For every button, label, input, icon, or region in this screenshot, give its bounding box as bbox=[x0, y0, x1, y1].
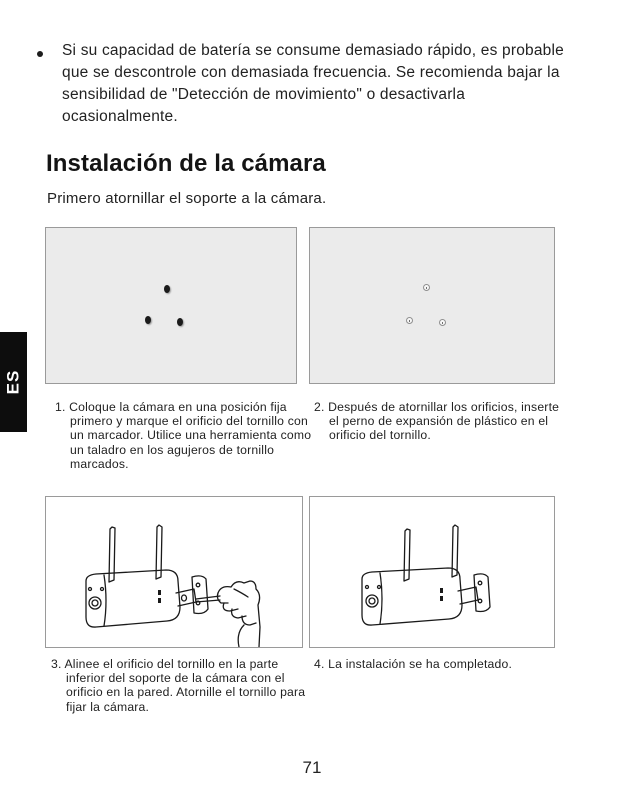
wall-anchor-icon bbox=[439, 319, 446, 326]
language-tab bbox=[0, 332, 27, 432]
drill-hole-marker bbox=[164, 285, 170, 293]
step-3-illustration bbox=[45, 496, 303, 648]
language-tab-label: ES bbox=[3, 369, 23, 395]
wall-anchor-icon bbox=[406, 317, 413, 324]
bullet-icon bbox=[37, 51, 43, 57]
step-3-caption: 3. Alinee el orificio del tornillo en la parte inferior del soporte de la cámara con el orificio en la pared. Atornille el tornillo para fijar la cámara. bbox=[51, 657, 306, 714]
step-4-illustration bbox=[309, 496, 555, 648]
camera-mounting-drawing bbox=[46, 497, 302, 647]
step-1-photo bbox=[45, 227, 297, 384]
section-title: Instalación de la cámara bbox=[46, 150, 326, 177]
battery-tip-text: Si su capacidad de batería se consume demasiado rápido, es probable que se descontrole con demasiada frecuencia. Se recomienda bajar la sensibilidad de "Detección de movimiento" o desactivarla ocasionalmente. bbox=[62, 42, 564, 125]
camera-installed-drawing bbox=[310, 497, 554, 647]
step-4-caption: 4. La instalación se ha completado. bbox=[314, 657, 513, 671]
step-2-photo bbox=[309, 227, 555, 384]
step-2-caption: 2. Después de atornillar los orificios, inserte el perno de expansión de plástico en el orificio del tornillo. bbox=[314, 400, 560, 443]
drill-hole-marker bbox=[145, 316, 151, 324]
wall-anchor-icon bbox=[423, 284, 430, 291]
page-number: 71 bbox=[302, 758, 322, 777]
drill-hole-marker bbox=[177, 318, 183, 326]
step-1-caption: 1. Coloque la cámara en una posición fija primero y marque el orificio del tornillo con un marcador. Utilice una herramienta como un taladro en los agujeros de tornillo marcados. bbox=[55, 400, 312, 471]
section-subtitle: Primero atornillar el soporte a la cámara. bbox=[47, 190, 327, 207]
